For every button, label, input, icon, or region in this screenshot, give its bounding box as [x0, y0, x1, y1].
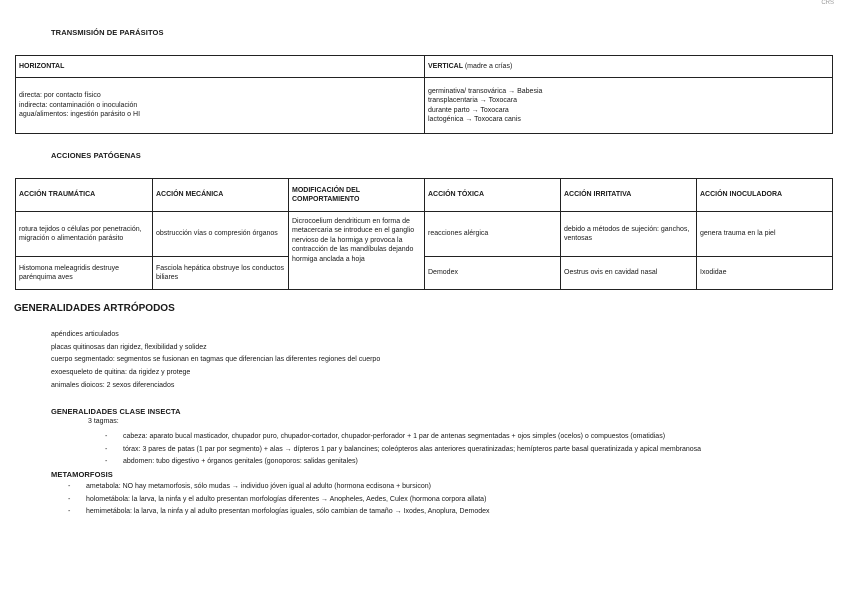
vertical-hint: (madre a crías) — [464, 62, 513, 70]
artropodos-item: cuerpo segmentado: segmentos se fusionan en tagmas que diferencian las diferentes regiones del cuerpo — [51, 356, 381, 364]
metamorfosis-item: - ametabola: NO hay metamorfosis, sólo mudas → individuo jóven igual al adulto (hormona ecdisona + bursicon) — [86, 481, 490, 494]
vertical-cell — [425, 78, 833, 134]
section-title-insecta: GENERALIDADES CLASE INSECTA — [51, 407, 181, 416]
cell-irritativa-example: Oestrus ovis en cavidad nasal — [561, 257, 697, 290]
bullet-dash: - — [68, 495, 71, 503]
section-title-acciones: ACCIONES PATÓGENAS — [51, 151, 141, 160]
tagmas-label: 3 tagmas: — [88, 418, 119, 425]
bullet-dash: - — [105, 433, 108, 440]
tagma-item: - tórax: 3 pares de patas (1 par por segmento) + alas → dípteros 1 par y balancines; coleópteros alas anteriores queratinizadas; hemípteros parte basal queratinizada y apical membranosa — [123, 444, 701, 457]
horizontal-item: directa: por contacto físico — [19, 92, 101, 100]
artropodos-item: placas quitinosas dan rigidez, flexibilidad y solidez — [51, 343, 207, 351]
corner-mark: CRS — [821, 0, 834, 6]
section-title-metamorfosis: METAMORFOSIS — [51, 470, 113, 479]
vertical-item: durante parto → Toxocara — [428, 106, 509, 114]
tagmas-list — [105, 431, 702, 469]
cell-toxica-example: Demodex — [425, 257, 561, 290]
artropodos-item: apéndices articulados — [51, 331, 119, 338]
acciones-table — [15, 178, 833, 290]
transmision-table — [15, 55, 833, 134]
vertical-header: VERTICAL (madre a crías) — [425, 56, 833, 78]
bullet-dash: - — [105, 458, 108, 465]
cell-mecanica: obstrucción vías o compresión órganos — [153, 212, 289, 257]
vertical-item: lactogénica → Toxocara canis — [428, 115, 521, 123]
section-title-transmision: TRANSMISIÓN DE PARÁSITOS — [51, 28, 164, 37]
header-mecanica: ACCIÓN MECÁNICA — [153, 179, 289, 212]
metamorfosis-item: - hemimetábola: la larva, la ninfa y al adulto presentan morfologías iguales, sólo cambian de tamaño → Ixodes, Anoplura, Demodex — [86, 506, 490, 519]
bullet-dash: - — [68, 483, 71, 490]
horizontal-header: HORIZONTAL — [16, 56, 425, 78]
vertical-item: germinativa/ transovárica → Babesia — [428, 87, 543, 95]
bullet-dash: - — [105, 445, 108, 453]
section-title-artropodos: GENERALIDADES ARTRÓPODOS — [14, 303, 175, 314]
cell-traumatica: rotura tejidos o células por penetración, migración o alimentación parásito — [16, 212, 153, 257]
horizontal-cell — [16, 78, 425, 134]
artropodos-item: exoesqueleto de quitina: da rigidez y protege — [51, 369, 191, 377]
header-inoculadora: ACCIÓN INOCULADORA — [697, 179, 833, 212]
artropodos-item: animales dioicos: 2 sexos diferenciados — [51, 381, 175, 389]
vertical-item: transplacentaria → Toxocara — [428, 97, 517, 105]
header-comportamiento: MODIFICACIÓN DEL COMPORTAMIENTO — [289, 179, 425, 212]
cell-comportamiento: Dicrocoelium dendriticum en forma de metacercaria se introduce en el ganglio nervioso de la hormiga y provoca la contracción de las mandíbulas dejando hormiga anclada a hoja — [289, 212, 425, 290]
header-toxica: ACCIÓN TÓXICA — [425, 179, 561, 212]
horizontal-item: indirecta: contaminación o inoculación — [19, 101, 138, 109]
bullet-dash: - — [68, 508, 71, 515]
cell-irritativa: debido a métodos de sujeción: ganchos, ventosas — [561, 212, 697, 257]
cell-mecanica-example: Fasciola hepática obstruye los conductos biliares — [153, 257, 289, 290]
cell-traumatica-example: Histomona meleagridis destruye parénquima aves — [16, 257, 153, 290]
cell-inoculadora-example: Ixodidae — [697, 257, 833, 290]
header-traumatica: ACCIÓN TRAUMÁTICA — [16, 179, 153, 212]
cell-inoculadora: genera trauma en la piel — [697, 212, 833, 257]
cell-toxica: reacciones alérgica — [425, 212, 561, 257]
artropodos-list — [51, 329, 380, 393]
metamorfosis-item: - holometábola: la larva, la ninfa y el adulto presentan morfologías diferentes → Anopheles, Aedes, Culex (hormona corpora allata) — [86, 494, 490, 507]
tagma-item: - abdomen: tubo digestivo + órganos genitales (gonoporos: salidas genitales) — [123, 456, 701, 469]
header-irritativa: ACCIÓN IRRITATIVA — [561, 179, 697, 212]
tagma-item: - cabeza: aparato bucal masticador, chupador puro, chupador-cortador, chupador-perforador + 1 par de antenas segmentadas + ojos simples (ocelos) o compuestos (omatidias) — [123, 431, 701, 444]
horizontal-item: agua/alimentos: ingestión parásito o HI — [19, 111, 141, 119]
metamorfosis-list — [68, 481, 490, 519]
